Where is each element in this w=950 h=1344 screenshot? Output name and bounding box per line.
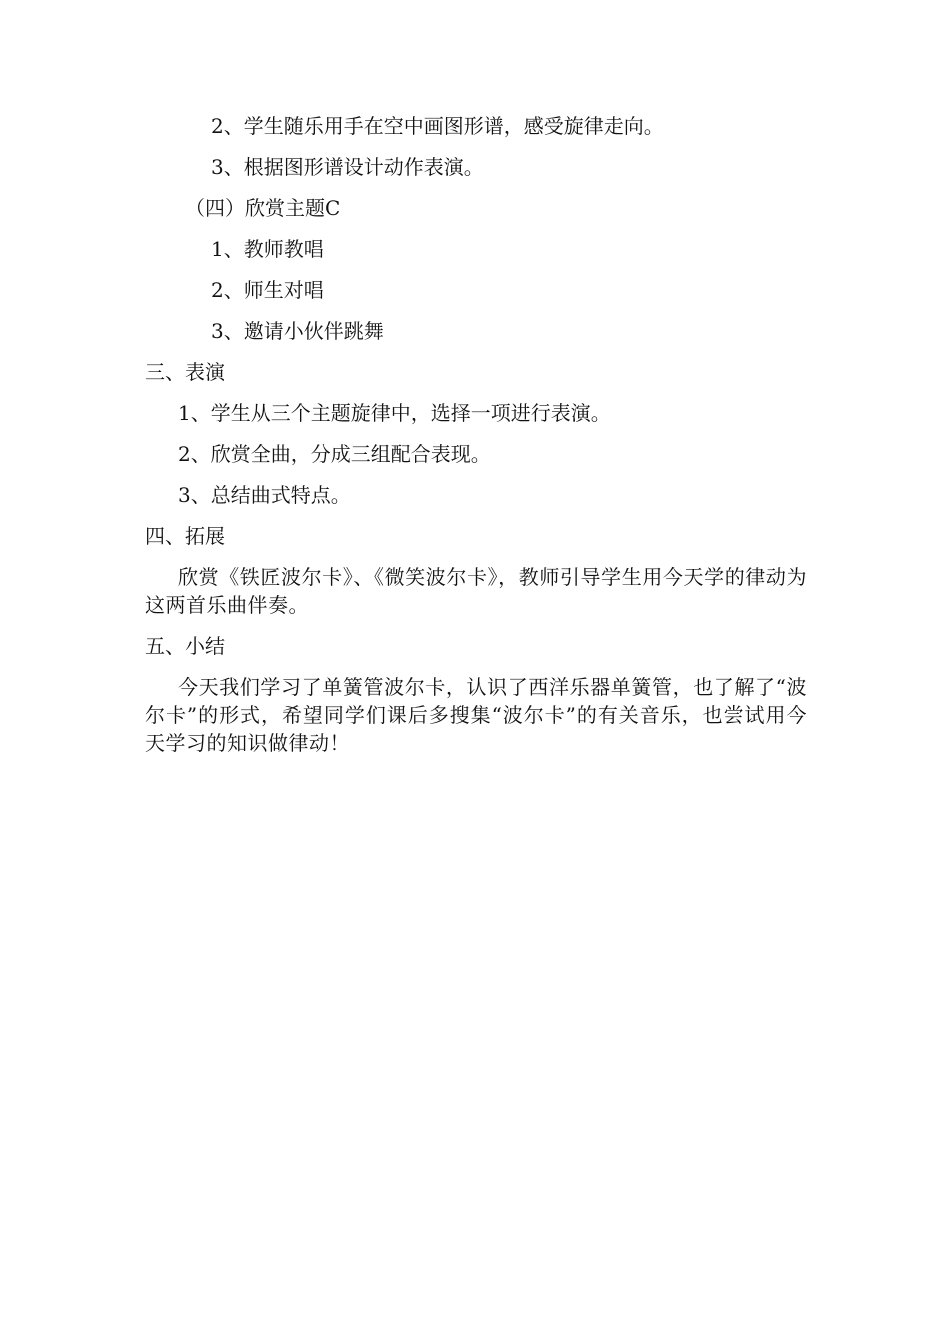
step-line-3: 3、根据图形谱设计动作表演。 [211,155,484,179]
step-line-c1: 1、教师教唱 [211,237,324,261]
perform-line-3: 3、总结曲式特点。 [178,483,351,507]
extension-paragraph: 欣赏《铁匠波尔卡》、《微笑波尔卡》，教师引导学生用今天学的律动为这两首乐曲伴奏。 [145,565,807,617]
perform-line-2: 2、欣赏全曲，分成三组配合表现。 [178,442,491,466]
section-heading-5: 五、小结 [145,634,225,658]
subsection-heading-4: （四）欣赏主题C [185,196,341,220]
step-line-c2: 2、师生对唱 [211,278,324,302]
section-heading-4: 四、拓展 [145,524,225,548]
step-line-c3: 3、邀请小伙伴跳舞 [211,319,384,343]
section-heading-3: 三、表演 [145,360,225,384]
summary-paragraph: 今天我们学习了单簧管波尔卡，认识了西洋乐器单簧管，也了解了“波尔卡”的形式，希望同学们课后多搜集“波尔卡”的有关音乐，也尝试用今天学习的知识做律动！ [145,675,807,755]
document-body [145,112,807,770]
perform-line-1: 1、学生从三个主题旋律中，选择一项进行表演。 [178,401,611,425]
step-line-2: 2、学生随乐用手在空中画图形谱，感受旋律走向。 [211,114,664,138]
